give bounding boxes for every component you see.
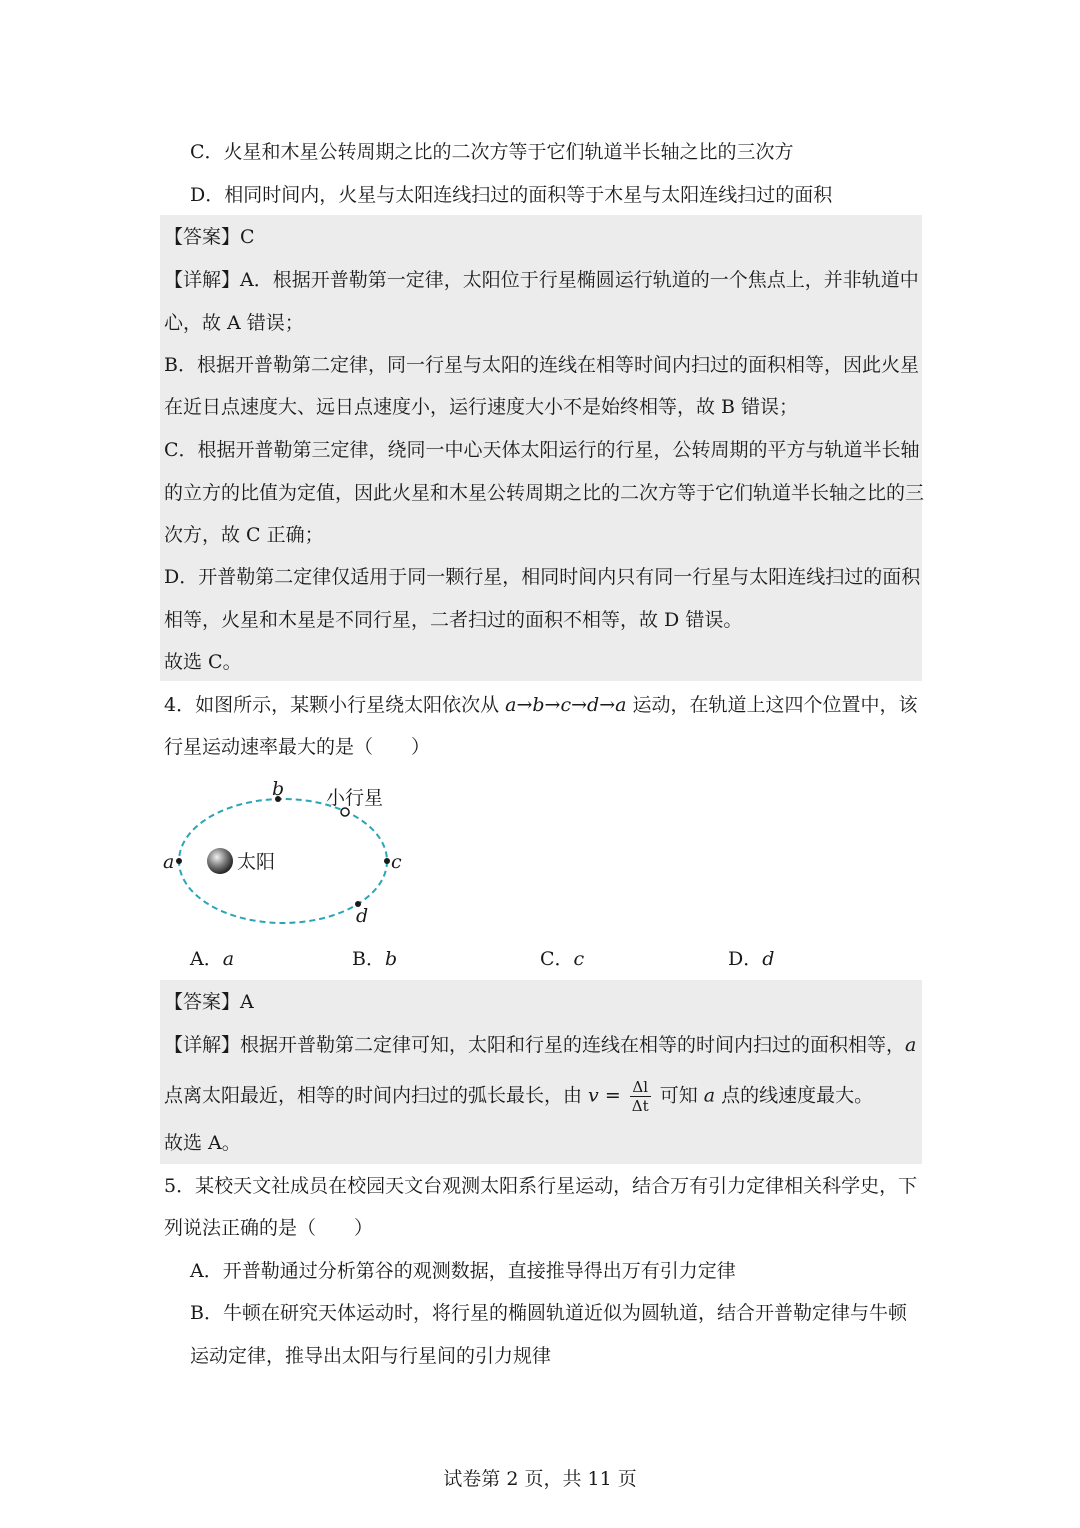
q4-conclusion: 故选 A。 (164, 1132, 241, 1154)
label-c: c (391, 851, 402, 873)
q3-detail-line: D．开普勒第二定律仅适用于同一颗行星，相同时间内只有同一行星与太阳连线扫过的面积 (164, 566, 921, 588)
option-letter: B． (352, 948, 385, 970)
detail-text: 点离太阳最近，相等的时间内扫过的弧长最长，由 (164, 1084, 589, 1107)
q3-option-d: D．相同时间内，火星与太阳连线扫过的面积等于木星与太阳连线扫过的面积 (190, 184, 833, 206)
q4-detail-line-1 (164, 1030, 924, 1060)
label-d: d (356, 905, 369, 927)
q3-detail-line: 次方，故 C 正确； (164, 524, 324, 546)
q4-options (0, 944, 1080, 974)
option-value: b (384, 948, 398, 970)
detail-var: a (905, 1034, 917, 1056)
q4-detail-line-2 (164, 1078, 924, 1115)
q3-detail-line: 在近日点速度大、远日点速度小，运行速度大小不是始终相等，故 B 错误； (164, 396, 799, 418)
q5-option-b-line-2: 运动定律，推导出太阳与行星间的引力规律 (190, 1345, 552, 1367)
sun-icon (207, 848, 233, 874)
q3-detail-line: C．根据开普勒第三定律，绕同一中心天体太阳运行的行星，公转周期的平方与轨道半长轴 (164, 439, 920, 461)
detail-text: 点的线速度最大。 (715, 1084, 874, 1107)
q4-stem-prefix: 4．如图所示，某颗小行星绕太阳依次从 (164, 694, 506, 716)
asteroid-icon (341, 808, 349, 816)
q5-stem-line-2: 列说法正确的是（ ） (164, 1217, 374, 1239)
q4-option-b (352, 944, 397, 974)
option-value: a (222, 948, 235, 970)
q3-conclusion: 故选 C。 (164, 651, 242, 673)
option-letter: A． (190, 948, 223, 970)
label-b: b (272, 778, 285, 800)
option-value: c (573, 948, 585, 970)
q3-option-c: C．火星和木星公转周期之比的二次方等于它们轨道半长轴之比的三次方 (190, 141, 794, 163)
velocity-symbol: v (588, 1084, 599, 1107)
option-value: d (762, 948, 775, 970)
fraction-numerator: Δl (630, 1078, 651, 1097)
detail-var: a (703, 1084, 716, 1107)
q3-detail-line: 相等，火星和木星是不同行星，二者扫过的面积不相等，故 D 错误。 (164, 609, 743, 631)
q4-option-a (190, 944, 234, 974)
q3-detail-line: 心，故 A 错误； (164, 312, 304, 334)
fraction-denominator: Δt (631, 1097, 649, 1115)
q3-detail-line: 【详解】A．根据开普勒第一定律，太阳位于行星椭圆运行轨道的一个焦点上，并非轨道中 (164, 269, 919, 291)
point-c (384, 858, 390, 864)
equals-sign: = (598, 1084, 627, 1107)
q5-stem-line-1: 5．某校天文社成员在校园天文台观测太阳系行星运动，结合万有引力定律相关科学史，下 (164, 1175, 918, 1197)
q4-option-c (540, 944, 584, 974)
velocity-fraction (630, 1078, 651, 1115)
q4-option-d (728, 944, 774, 974)
q5-option-a: A．开普勒通过分析第谷的观测数据，直接推导得出万有引力定律 (190, 1260, 736, 1282)
asteroid-label: 小行星 (326, 787, 384, 809)
q3-answer: 【答案】C (164, 226, 255, 248)
orbit-diagram (150, 770, 430, 940)
option-letter: D． (728, 948, 763, 970)
q3-detail-line: 的立方的比值为定值，因此火星和木星公转周期之比的二次方等于它们轨道半长轴之比的三 (164, 482, 925, 504)
q3-detail-line: B．根据开普勒第二定律，同一行星与太阳的连线在相等时间内扫过的面积相等，因此火星 (164, 354, 919, 376)
point-a (176, 858, 182, 864)
detail-text: 【详解】根据开普勒第二定律可知，太阳和行星的连线在相等的时间内扫过的面积相等， (164, 1034, 906, 1056)
q4-stem-line-1 (164, 690, 924, 720)
q4-stem-line-2: 行星运动速率最大的是（ ） (164, 736, 431, 758)
q5-option-b-line-1: B．牛顿在研究天体运动时，将行星的椭圆轨道近似为圆轨道，结合开普勒定律与牛顿 (190, 1302, 907, 1324)
q4-stem-suffix: 运动，在轨道上这四个位置中，该 (626, 694, 918, 716)
sun-label: 太阳 (237, 851, 276, 873)
q4-stem-path: a→b→c→d→a (505, 694, 627, 716)
label-a: a (163, 851, 175, 873)
page-footer: 试卷第 2 页，共 11 页 (443, 1468, 637, 1490)
option-letter: C． (540, 948, 574, 970)
q4-answer: 【答案】A (164, 991, 254, 1013)
detail-text: 可知 (653, 1084, 704, 1107)
